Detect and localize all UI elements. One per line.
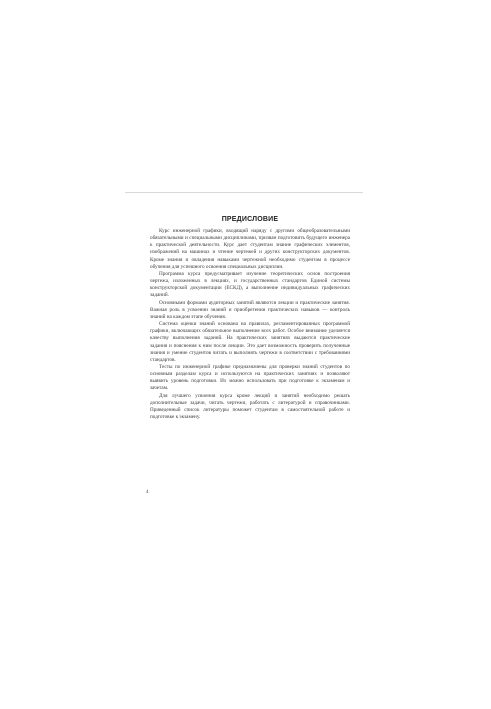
paragraph: Курс инженерной графики, входящий наряду с другими общеобразовательными обязательными и специальными дисциплинами, призван подготовить будущего инженера к практической деятельности. Курс дает студентам знание графических элементов, изображений на машинах и чтение чертежей и других конструкторских документов. Кроме знания и овладения навыками чертежной необходимо студентам в процессе обучения для успешного освоения специальных дисциплин.	[150, 228, 350, 270]
paragraph: Тесты по инженерной графике предназначены для проверки знаний студентов по основным разделам курса и используются на практических занятиях и позволяют выявить уровень подготовки. Их можно использовать при подготовке к экзаменам и зачетам.	[150, 363, 350, 392]
page-heading: ПРЕДИСЛОВИЕ	[221, 216, 279, 223]
paragraph: Основными формами аудиторных занятий являются лекции и практические занятия. Важная роль в усвоении знаний и приобретении практических навыков — контроль знаний на каждом этапе обучения.	[150, 299, 350, 320]
body-text	[150, 228, 350, 421]
page-number: 4	[146, 490, 149, 495]
paragraph: Программа курса предусматривает изучение теоретических основ построения чертежа, изложенных в лекциях, и государственных стандартов Единой системы конструкторской документации (ЕСКД), а выполнение индивидуальных графических заданий.	[150, 270, 350, 299]
paragraph: Система оценки знаний основана на правилах, регламентированных программой графики, включающих обязательное выполнение всех работ. Особое внимание уделяется качеству выполнения заданий. На практических занятиях выдаются практические задания и пояснения к ним после лекции. Это дает возможность проверить полученные знания и умение студентов читать и выполнять чертежи в соответствии с требованиями стандартов.	[150, 321, 350, 363]
top-divider	[125, 192, 363, 193]
paragraph: Для лучшего усвоения курса кроме лекций и занятий необходимо решать дополнительные задачи, читать чертежи, работать с литературой и справочниками. Приведенный список литературы поможет студентам в самостоятельной работе и подготовке к экзамену.	[150, 392, 350, 421]
